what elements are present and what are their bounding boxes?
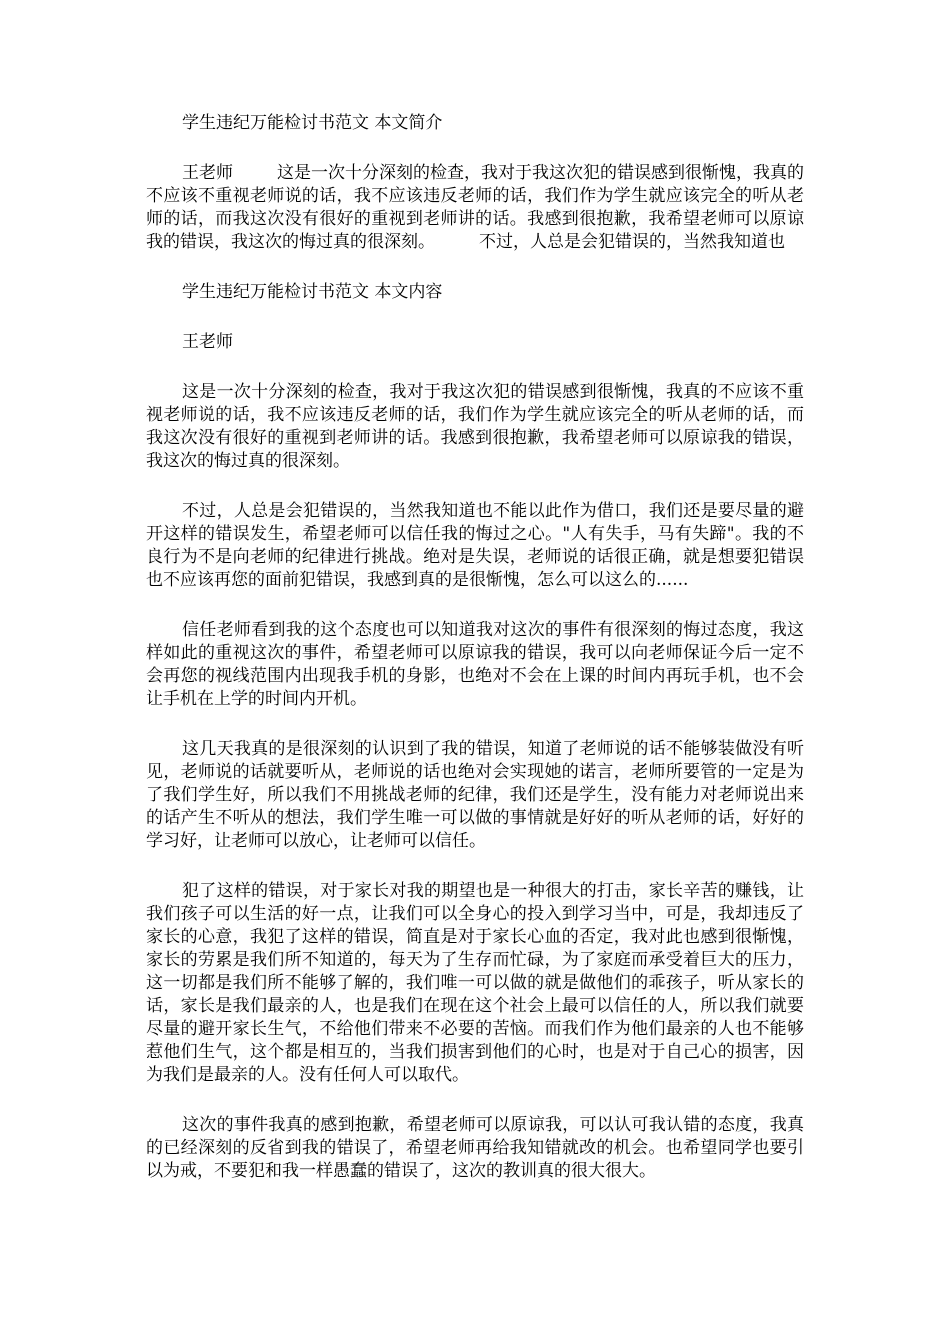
intro-summary — [146, 162, 804, 254]
body-paragraph: 这几天我真的是很深刻的认识到了我的错误，知道了老师说的话不能够装做没有听见，老师说的话就要听从，老师说的话也绝对会实现她的诺言，老师所要管的一定是为了我们学生好，所以我们不用挑战老师的纪律，我们还是学生，没有能力对老师说出来的话产生不听从的想法，我们学生唯一可以做的事情就是好好的听从老师的话，好好的学习好，让老师可以放心，让老师可以信任。 — [146, 739, 804, 851]
body-paragraph: 这是一次十分深刻的检查，我对于我这次犯的错误感到很惭愧，我真的不应该不重视老师说的话，我不应该违反老师的话，我们作为学生就应该完全的听从老师的话，而我这次没有很好的重视到老师讲的话。我感到很抱歉，我希望老师可以原谅我的错误，我这次的悔过真的很深刻。 — [146, 382, 804, 471]
intro-body: 这是一次十分深刻的检查，我对于我这次犯的错误感到很惭愧，我真的不应该不重视老师说的话，我不应该违反老师的话，我们作为学生就应该完全的听从老师的话，而我这次没有很好的重视到老师讲的话。我感到很抱歉，我希望老师可以原谅我的错误，我这次的悔过真的很深刻。 — [146, 163, 804, 252]
body-paragraph: 犯了这样的错误，对于家长对我的期望也是一种很大的打击，家长辛苦的赚钱，让我们孩子可以生活的好一点，让我们可以全身心的投入到学习当中，可是，我却违反了家长的心意，我犯了这样的错误，简直是对于家长心血的否定，我对此也感到很惭愧，家长的劳累是我们所不知道的，每天为了生存而忙碌，为了家庭而承受着巨大的压力，这一切都是我们所不能够了解的，我们唯一可以做的就是做他们的乖孩子，听从家长的话，家长是我们最亲的人，也是我们在现在这个社会上最可以信任的人，所以我们就要尽量的避开家长生气，不给他们带来不必要的苦恼。而我们作为他们最亲的人也不能够惹他们生气，这个都是相互的，当我们损害到他们的心时，也是对于自己心的损害，因为我们是最亲的人。没有任何人可以取代。 — [146, 881, 804, 1085]
content-heading: 学生违纪万能检讨书范文 本文内容 — [182, 282, 443, 302]
intro-heading: 学生违纪万能检讨书范文 本文简介 — [182, 113, 443, 133]
intro-salutation: 王老师 — [182, 163, 233, 183]
intro-tail: 不过，人总是会犯错误的，当然我知道也 — [479, 232, 785, 252]
body-paragraph: 这次的事件我真的感到抱歉，希望老师可以原谅我，可以认可我认错的态度，我真的已经深刻的反省到我的错误了，希望老师再给我知错就改的机会。也希望同学也要引以为戒，不要犯和我一样愚蠢的错误了，这次的教训真的很大很大。 — [146, 1115, 804, 1181]
body-paragraph: 信任老师看到我的这个态度也可以知道我对这次的事件有很深刻的悔过态度，我这样如此的重视这次的事件，希望老师可以原谅我的错误，我可以向老师保证今后一定不会再您的视线范围内出现我手机的身影，也绝对不会在上课的时间内再玩手机，也不会让手机在上学的时间内开机。 — [146, 620, 804, 709]
salutation: 王老师 — [182, 332, 233, 352]
body-paragraph: 不过，人总是会犯错误的，当然我知道也不能以此作为借口，我们还是要尽量的避开这样的错误发生，希望老师可以信任我的悔过之心。"人有失手，马有失蹄"。我的不良行为不是向老师的纪律进行挑战。绝对是失误，老师说的话很正确，就是想要犯错误也不应该再您的面前犯错误，我感到真的是很惭愧，怎么可以这么的...... — [146, 501, 804, 590]
